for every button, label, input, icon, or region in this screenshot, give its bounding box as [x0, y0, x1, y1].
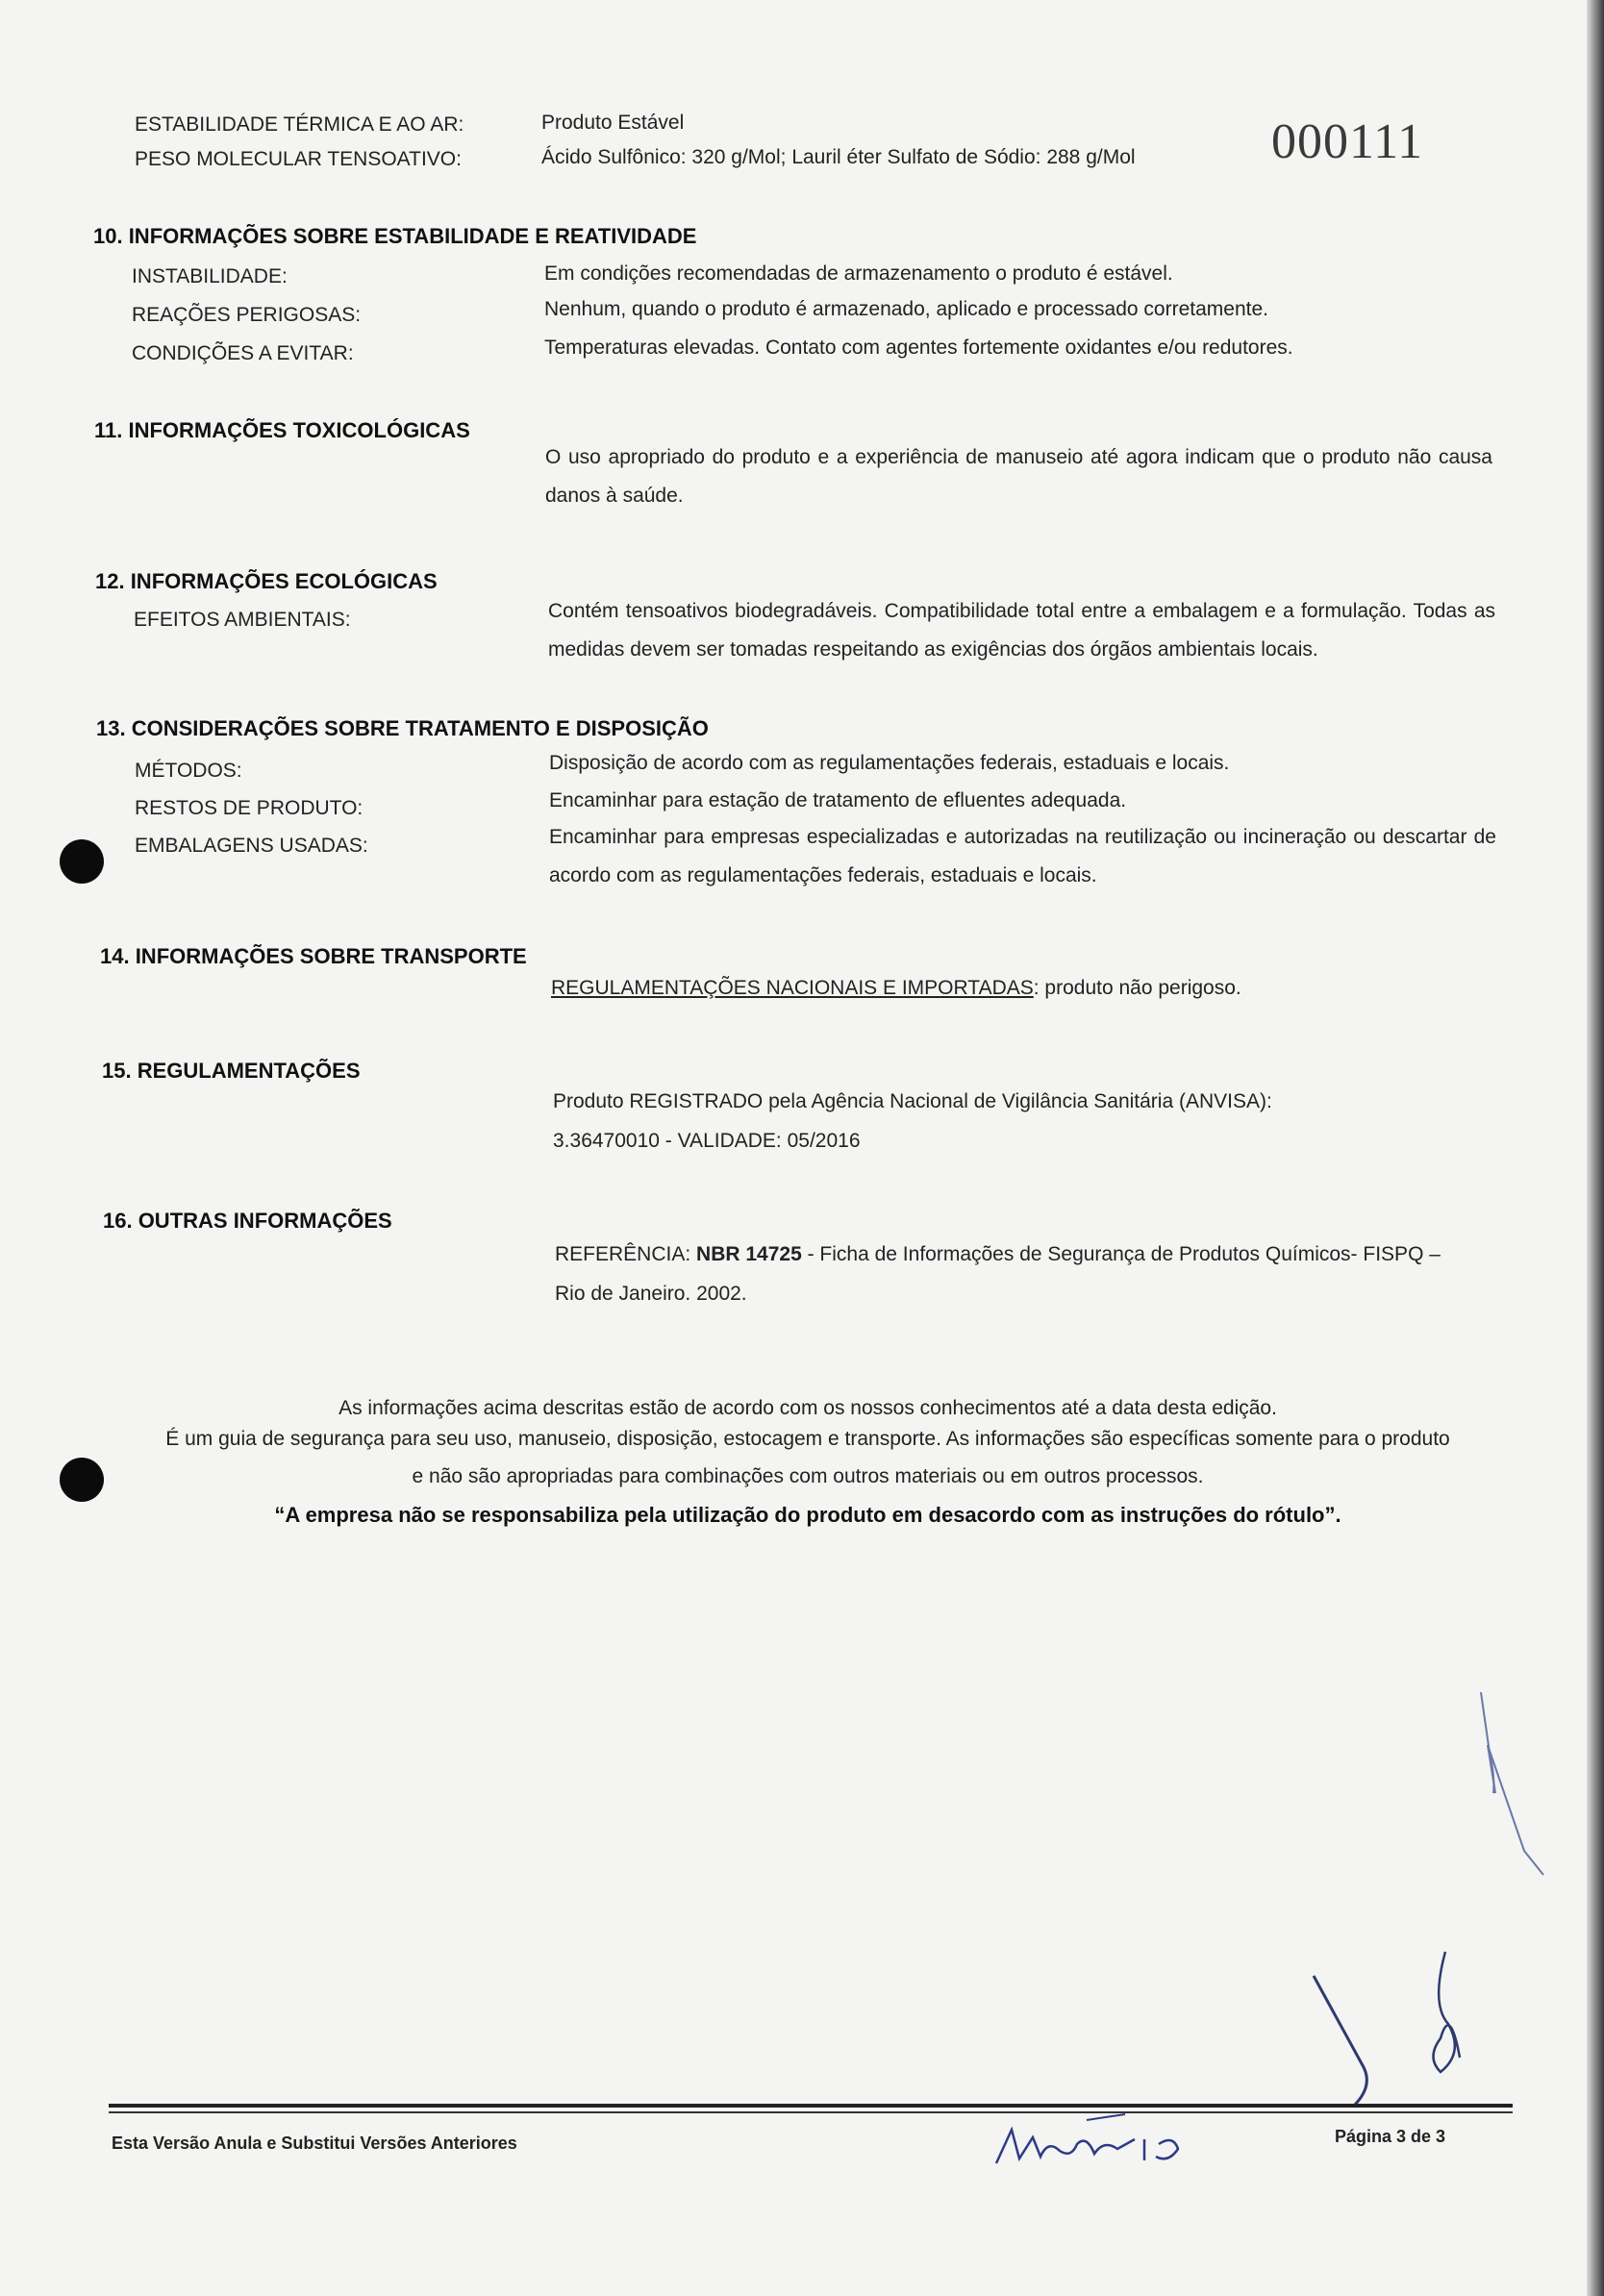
s16-reference [555, 1243, 1441, 1266]
page-edge-shadow [1587, 0, 1604, 2296]
s14-text [551, 977, 1241, 1000]
section-10-title: 10. INFORMAÇÕES SOBRE ESTABILIDADE E REATIVIDADE [93, 224, 697, 248]
section-13-title: 13. CONSIDERAÇÕES SOBRE TRATAMENTO E DISPOSIÇÃO [96, 716, 709, 740]
handwritten-mark [1466, 1687, 1563, 1880]
s13-value-metodos: Disposição de acordo com as regulamentações federais, estaduais e locais. [549, 752, 1230, 774]
s10-value-instabilidade: Em condições recomendadas de armazenamento o produto é estável. [544, 262, 1173, 285]
s13-value-restos: Encaminhar para estação de tratamento de efluentes adequada. [549, 789, 1127, 811]
section-12-title: 12. INFORMAÇÕES ECOLÓGICAS [95, 569, 438, 593]
s16-ref-prefix: REFERÊNCIA: [555, 1243, 697, 1265]
s14-underlined: REGULAMENTAÇÕES NACIONAIS E IMPORTADAS [551, 977, 1034, 999]
s15-line2: 3.36470010 - VALIDADE: 05/2016 [553, 1130, 861, 1152]
document-stamp-number: 000111 [1271, 114, 1424, 169]
s15-line1: Produto REGISTRADO pela Agência Nacional de Vigilância Sanitária (ANVISA): [553, 1090, 1272, 1112]
s12-text: Contém tensoativos biodegradáveis. Compatibilidade total entre a embalagem e a formulação. Todas as medidas devem ser tomadas respeitando as exigências dos órgãos ambientais locais. [548, 600, 1495, 661]
s13-label-metodos: MÉTODOS: [135, 760, 242, 782]
section-14-title: 14. INFORMAÇÕES SOBRE TRANSPORTE [100, 944, 527, 968]
s16-ref-rest: - Ficha de Informações de Segurança de Produtos Químicos- FISPQ – [801, 1243, 1441, 1265]
closing-line2: É um guia de segurança para seu uso, manuseio, disposição, estocagem e transporte. As informações são específicas somente para o produto [165, 1428, 1450, 1450]
s13-label-embalagens: EMBALAGENS USADAS: [135, 835, 368, 857]
s16-ref-bold: NBR 14725 [696, 1243, 802, 1265]
s10-label-condicoes: CONDIÇÕES A EVITAR: [132, 342, 354, 364]
closing-line3: e não são apropriadas para combinações com outros materiais ou em outros processos. [412, 1465, 1204, 1487]
section-15-title: 15. REGULAMENTAÇÕES [102, 1059, 361, 1083]
s10-label-instabilidade: INSTABILIDADE: [132, 265, 288, 287]
initials-signature [1306, 1947, 1479, 2110]
s13-label-restos: RESTOS DE PRODUTO: [135, 797, 363, 819]
s10-value-reacoes: Nenhum, quando o produto é armazenado, aplicado e processado corretamente. [544, 298, 1268, 320]
section-16-title: 16. OUTRAS INFORMAÇÕES [103, 1209, 392, 1233]
s10-label-reacoes: REAÇÕES PERIGOSAS: [132, 304, 362, 326]
s16-line2: Rio de Janeiro. 2002. [555, 1283, 747, 1305]
s12-label-efeitos: EFEITOS AMBIENTAIS: [134, 609, 351, 631]
s10-value-condicoes: Temperaturas elevadas. Contato com agentes fortemente oxidantes e/ou redutores. [544, 337, 1293, 359]
footer-page-number: Página 3 de 3 [1335, 2127, 1446, 2146]
handwritten-signature [990, 2110, 1192, 2178]
s14-rest: : produto não perigoso. [1033, 977, 1241, 999]
s13-value-embalagens: Encaminhar para empresas especializadas e autorizadas na reutilização ou incineração ou descartar de acordo com as regulamentações federais, estaduais e locais. [549, 826, 1496, 886]
top-value-thermal: Produto Estável [541, 112, 685, 134]
top-label-thermal: ESTABILIDADE TÉRMICA E AO AR: [135, 113, 464, 136]
top-value-molecular: Ácido Sulfônico: 320 g/Mol; Lauril éter Sulfato de Sódio: 288 g/Mol [541, 146, 1136, 168]
s11-text: O uso apropriado do produto e a experiência de manuseio até agora indicam que o produto não causa danos à saúde. [545, 446, 1492, 507]
closing-line4: “A empresa não se responsabiliza pela utilização do produto em desacordo com as instruções do rótulo”. [274, 1503, 1341, 1527]
top-label-molecular: PESO MOLECULAR TENSOATIVO: [135, 148, 462, 170]
punch-hole-bottom [60, 1458, 104, 1502]
footer-rule-thin [109, 2111, 1513, 2113]
closing-line1: As informações acima descritas estão de acordo com os nossos conhecimentos até a data desta edição. [338, 1397, 1277, 1419]
punch-hole-top [60, 839, 104, 884]
footer-version-note: Esta Versão Anula e Substitui Versões Anteriores [112, 2134, 517, 2153]
section-11-title: 11. INFORMAÇÕES TOXICOLÓGICAS [94, 418, 470, 442]
footer-rule-thick [109, 2104, 1513, 2108]
